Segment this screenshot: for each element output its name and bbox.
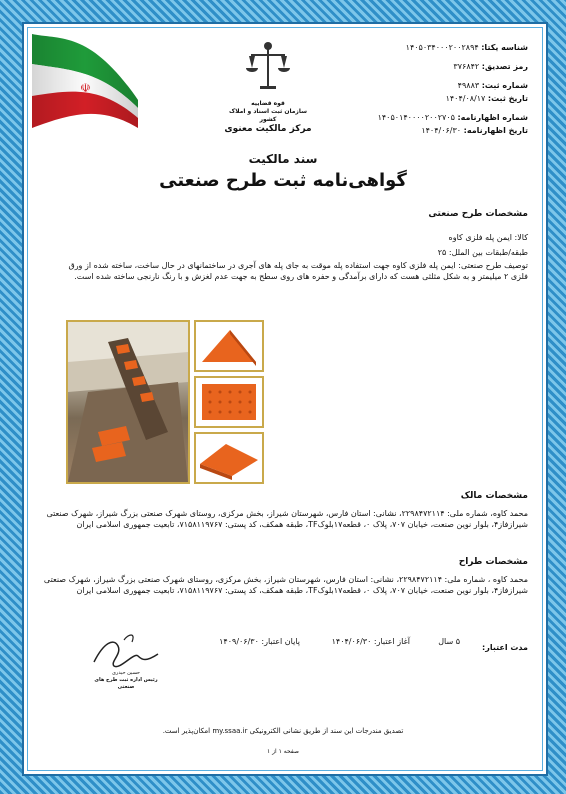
product-photo	[66, 320, 190, 484]
meta-row: شماره اظهارنامه: ۱۴۰۵۰۱۴۰۰۰۰۲۰۰۲۷۰۵	[377, 113, 528, 122]
meta-row: تاریخ ثبت: ۱۴۰۴/۰۸/۱۷	[445, 94, 528, 103]
product-tile-side	[194, 320, 264, 372]
judiciary-emblem-icon	[243, 40, 293, 98]
emblem-line-1: قوه قضاییه	[251, 100, 285, 107]
design-product: کالا: ایمن پله فلزی کاوه	[448, 233, 528, 242]
meta-row: شناسه یکتا: ۱۴۰۵۰۳۴۰۰۰۲۰۰۲۸۹۴	[405, 43, 528, 52]
emblem-line-3: مرکز مالکیت معنوی	[224, 124, 312, 134]
design-description: توصیف طرح صنعتی: ایمن پله فلزی کاوه جهت استفاده پله موقت به جای پله های آجری در ساختمانهای در حال ساخت، ساخته شده از ورق فلزی ۲ میلیمتر و به شکل مثلثی هست که دارای برآمدگی و حفره های روی سطح به جهت عدم لغزش و با رنگ نارنجی ساخته شده است.	[68, 261, 528, 281]
product-tile-angle	[194, 432, 264, 484]
validity-duration: ۵ سال	[438, 637, 460, 646]
page-title: گواهی‌نامه ثبت طرح صنعتی	[159, 170, 407, 191]
signer-name: حسین حیدری	[111, 670, 140, 676]
stair-photo-illustration	[68, 322, 188, 482]
meta-row: شماره ثبت: ۴۹۸۸۳	[457, 81, 528, 90]
meta-row: تاریخ اظهارنامه: ۱۴۰۴/۰۶/۳۰	[421, 126, 528, 135]
meta-block	[360, 42, 528, 136]
design-heading: مشخصات طرح صنعتی	[428, 209, 528, 219]
designer-heading: مشخصات طراح	[458, 557, 528, 567]
svg-text:☫: ☫	[80, 81, 91, 95]
emblem-caption	[220, 100, 316, 135]
designer-text: محمد کاوه ، شماره ملی: ۲۲۹۸۴۷۲۱۱۴، نشانی: استان فارس، شهرستان شیراز، بخش مرکزی، روستای شهرک صنعتی بزرگ شیراز، شهرک صنعتی شیراز‌فاز۴، بلوار نوین صنعت، خیابان ۷۰۷، پلاک ۰، قطعه۱۷بلوکTF، طبقه همکف، کد پستی: ۷۱۵۸۱۱۹۷۶۷، تابعیت جمهوری اسلامی ایران	[43, 575, 528, 595]
meta-row: رمز تصدیق: ۳۷۶۸۴۲	[453, 62, 528, 71]
title-small: سند مالکیت	[248, 152, 318, 166]
owner-text: محمد کاوه، شماره ملی: ۲۲۹۸۴۷۲۱۱۴، نشانی: استان فارس، شهرستان شیراز، بخش مرکزی، روستای شهرک صنعتی بزرگ شیراز، شهرک صنعتی شیراز‌فاز۴، بلوار نوین صنعت، خیابان ۷۰۷، پلاک ۰، قطعه۱۷بلوکTF، طبقه همکف، کد پستی: ۷۱۵۸۱۱۹۷۶۷، تابعیت جمهوری اسلامی ایران	[46, 509, 528, 529]
design-block	[60, 232, 528, 282]
design-class: طبقه/طبقات بین الملل: ۲۵	[437, 248, 528, 257]
owner-heading: مشخصات مالک	[460, 491, 528, 501]
product-tile-top	[194, 376, 264, 428]
verify-note: تصدیق مندرجات این سند از طریق نشانی الکترونیکی my.ssaa.ir امکان‌پذیر است.	[162, 727, 404, 735]
emblem-line-2: سازمان ثبت اسناد و املاک کشور	[228, 108, 308, 123]
iran-flag-icon	[30, 30, 140, 130]
signer-title: رئیس اداره ثبت طرح های صنعتی	[94, 677, 158, 690]
validity-label: مدت اعتبار:	[482, 643, 528, 652]
signature-mark-icon	[84, 632, 164, 670]
validity-end: پایان اعتبار: ۱۴۰۹/۰۶/۳۰	[219, 637, 300, 646]
validity-start: آغاز اعتبار: ۱۴۰۴/۰۶/۳۰	[331, 637, 410, 646]
page-number: صفحه ۱ از ۱	[267, 748, 299, 755]
signature-block	[86, 670, 166, 691]
